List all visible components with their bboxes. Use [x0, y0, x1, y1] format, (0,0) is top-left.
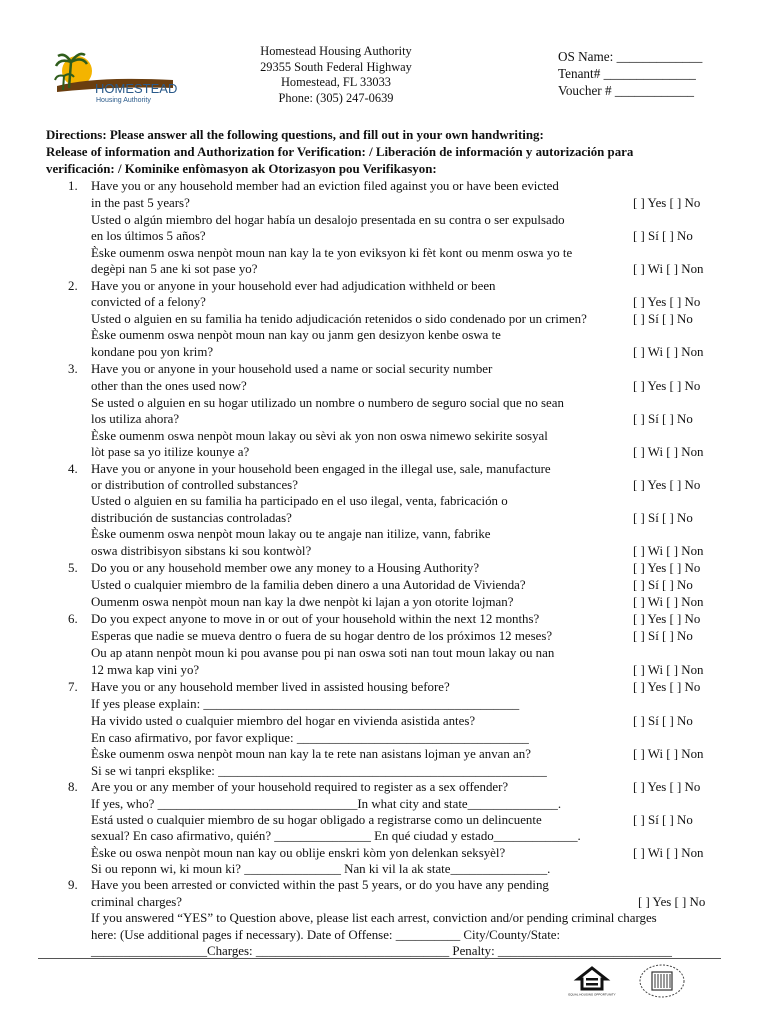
question-line: Ha vivido usted o cualquier miembro del hogar en vivienda asistida antes?	[91, 714, 476, 728]
hud-building-seal-icon	[637, 963, 687, 999]
svg-text:Housing Authority: Housing Authority	[96, 97, 151, 104]
question-line: Have you or anyone in your household been engaged in the illegal use, sale, manufacture	[91, 462, 551, 476]
question-number: 8.	[68, 780, 78, 794]
question-number: 6.	[68, 612, 78, 626]
question-line: distribución de sustancias controladas?	[91, 511, 292, 525]
answer-checkboxes[interactable]: [ ] Yes [ ] No	[633, 780, 701, 794]
answer-checkboxes[interactable]: [ ] Wi [ ] Non	[633, 663, 704, 677]
question-line: Se usted o alguien en su hogar utilizado un nombre o numbero de seguro social que no sean	[91, 396, 564, 410]
question-line: or distribution of controlled substances?	[91, 478, 298, 492]
answer-checkboxes[interactable]: [ ] Yes [ ] No	[633, 612, 701, 626]
phone-number: Phone: (305) 247-0639	[278, 90, 394, 105]
answer-checkboxes[interactable]: [ ] Sí [ ] No	[633, 229, 693, 243]
question-line: Oumenm oswa nenpòt moun nan kay la dwe nenpòt ki lajan a yon otorite lojman?	[91, 595, 514, 609]
question-number: 2.	[68, 279, 78, 293]
question-line: Do you or any household member owe any money to a Housing Authority?	[91, 561, 480, 575]
question-line: Èske oumenm oswa nenpòt moun lakay ou sèvi ak yon non oswa nimewo sekirite sosyal	[91, 429, 548, 443]
answer-checkboxes[interactable]: [ ] Sí [ ] No	[633, 813, 693, 827]
answer-checkboxes[interactable]: [ ] Wi [ ] Non	[633, 595, 704, 609]
question-line: Èske oumenm oswa nenpòt moun nan kay ou janm gen desizyon kenbe oswa te	[91, 328, 501, 342]
question-line: Está usted o cualquier miembro de su hogar obligado a registrarse como un delincuente	[91, 813, 542, 827]
street-address: 29355 South Federal Highway	[260, 59, 412, 74]
question-line: in the past 5 years?	[91, 196, 190, 210]
release-heading-1: Release of information and Authorization for Verification: / Liberación de información y autorización para	[46, 145, 634, 159]
answer-checkboxes[interactable]: [ ] Sí [ ] No	[633, 714, 693, 728]
question-line: kondane pou yon krim?	[91, 345, 214, 359]
question-line: criminal charges?	[91, 895, 183, 909]
question-line: Usted o alguien en su familia ha tenido adjudicación retenidos o sido condenado por un crimen?	[91, 312, 587, 326]
question-line: Esperas que nadie se mueva dentro o fuera de su hogar dentro de los próximos 12 meses?	[91, 629, 553, 643]
office-fields	[558, 48, 702, 99]
question-line: Èske oumenm oswa nenpòt moun nan kay la te yon eviksyon ki fèt kont ou menm oswa yo te	[91, 246, 573, 260]
equal-housing-icon	[568, 965, 616, 997]
svg-text:HOMESTEAD: HOMESTEAD	[95, 81, 178, 96]
question-line: If yes, who? _______________________________In what city and state______________.	[91, 797, 562, 811]
question-line: oswa distribisyon sibstans ki sou kontwòl?	[91, 544, 312, 558]
answer-checkboxes[interactable]: [ ] Wi [ ] Non	[633, 262, 704, 276]
question-line: lòt pase sa yo itilize kounye a?	[91, 445, 250, 459]
question-line: sexual? En caso afirmativo, quién? _______________ En qué ciudad y estado_____________.	[91, 829, 581, 843]
answer-checkboxes[interactable]: [ ] Yes [ ] No	[633, 680, 701, 694]
svg-text:EQUAL HOUSING OPPORTUNITY: EQUAL HOUSING OPPORTUNITY	[568, 992, 616, 997]
question-line: Are you or any member of your household required to register as a sex offender?	[91, 780, 509, 794]
question-line: degèpi nan 5 ane ki sot pase yo?	[91, 262, 258, 276]
question-line: Usted o algún miembro del hogar había un desalojo presentada en su contra o ser expulsado	[91, 213, 565, 227]
question-line: Have you or anyone in your household used a name or social security number	[91, 362, 493, 376]
palm-sun-logo-icon	[55, 52, 185, 106]
answer-checkboxes[interactable]: [ ] Sí [ ] No	[633, 511, 693, 525]
question-line: If yes please explain: _________________________________________________	[91, 697, 520, 711]
question-line: Have you or any household member had an eviction filed against you or have been evicted	[91, 179, 559, 193]
header-address-block	[236, 44, 436, 106]
question-line: Èske ou oswa nenpòt moun nan kay ou oblije enskri kòm yon delenkan seksyèl?	[91, 846, 506, 860]
answer-checkboxes[interactable]: [ ] Sí [ ] No	[633, 312, 693, 326]
tenant-number-field[interactable]: Tenant# ______________	[558, 66, 696, 81]
question-number: 1.	[68, 179, 78, 193]
os-name-field[interactable]: OS Name: _____________	[558, 49, 703, 64]
question-line: other than the ones used now?	[91, 379, 247, 393]
question-number: 9.	[68, 878, 78, 892]
question-line: Si se wi tanpri eksplike: ___________________________________________________	[91, 764, 547, 778]
answer-checkboxes[interactable]: [ ] Wi [ ] Non	[633, 544, 704, 558]
question-line: Èske oumenm oswa nenpòt moun nan kay la te rete nan asistans lojman ye anvan an?	[91, 747, 531, 761]
question-number: 4.	[68, 462, 78, 476]
city-state-zip: Homestead, FL 33033	[280, 75, 391, 89]
question-line: En caso afirmativo, por favor explique: ____________________________________	[91, 731, 529, 745]
question-line: Have you or anyone in your household ever had adjudication withheld or been	[91, 279, 496, 293]
question-line: Usted o alguien en su familia ha participado en el uso ilegal, venta, fabricación o	[91, 494, 508, 508]
answer-checkboxes[interactable]: [ ] Sí [ ] No	[633, 412, 693, 426]
org-name: Homestead Housing Authority	[260, 44, 412, 58]
question-line: Have you or any household member lived in assisted housing before?	[91, 680, 450, 694]
release-heading-2: verificación: / Kominike enfòmasyon ak Otorizasyon pou Verifikasyon:	[46, 162, 437, 176]
question-line: Have you been arrested or convicted within the past 5 years, or do you have any pending	[91, 878, 549, 892]
question-line: Si ou reponn wi, ki moun ki? _______________ Nan ki vil la ak state_______________.	[91, 862, 551, 876]
question-line: Usted o cualquier miembro de la familia deben dinero a una Autoridad de Vivienda?	[91, 578, 526, 592]
question-number: 5.	[68, 561, 78, 575]
footer-divider	[38, 958, 721, 959]
question-line: 12 mwa kap vini yo?	[91, 663, 200, 677]
equal-housing-logo	[568, 965, 616, 997]
question-number: 3.	[68, 362, 78, 376]
question-number: 7.	[68, 680, 78, 694]
answer-checkboxes[interactable]: [ ] Yes [ ] No	[633, 295, 701, 309]
voucher-number-field[interactable]: Voucher # ____________	[558, 83, 695, 98]
question-line: Èske oumenm oswa nenpòt moun lakay ou te angaje nan itilize, vann, fabrike	[91, 527, 491, 541]
answer-checkboxes[interactable]: [ ] Yes [ ] No	[633, 561, 701, 575]
answer-checkboxes[interactable]: [ ] Sí [ ] No	[633, 629, 693, 643]
answer-checkboxes[interactable]: [ ] Sí [ ] No	[633, 578, 693, 592]
answer-checkboxes[interactable]: [ ] Yes [ ] No	[633, 478, 701, 492]
question-line: en los últimos 5 años?	[91, 229, 206, 243]
answer-checkboxes[interactable]: [ ] Wi [ ] Non	[633, 345, 704, 359]
answer-checkboxes[interactable]: [ ] Yes [ ] No	[633, 196, 701, 210]
question-line: convicted of a felony?	[91, 295, 206, 309]
answer-checkboxes[interactable]: [ ] Wi [ ] Non	[633, 445, 704, 459]
question-line: __________________Charges: ______________________________ Penalty: ___________________________	[91, 944, 672, 958]
answer-checkboxes[interactable]: [ ] Wi [ ] Non	[633, 747, 704, 761]
answer-checkboxes[interactable]: [ ] Wi [ ] Non	[633, 846, 704, 860]
question-line: Do you expect anyone to move in or out of your household within the next 12 months?	[91, 612, 540, 626]
question-line: los utiliza ahora?	[91, 412, 180, 426]
answer-checkboxes[interactable]: [ ] Yes [ ] No	[638, 895, 706, 909]
hud-seal	[637, 963, 687, 999]
answer-checkboxes[interactable]: [ ] Yes [ ] No	[633, 379, 701, 393]
question-line: If you answered “YES” to Question above, please list each arrest, conviction and/or pending criminal charges	[91, 911, 657, 925]
directions-heading: Directions: Please answer all the following questions, and fill out in your own handwriting:	[46, 128, 544, 142]
question-line: here: (Use additional pages if necessary). Date of Offense: __________ City/County/State:	[91, 928, 561, 942]
question-line: Ou ap atann nenpòt moun ki pou avanse pou pi nan oswa soti nan tout moun lakay ou nan	[91, 646, 555, 660]
homestead-logo	[55, 52, 185, 106]
